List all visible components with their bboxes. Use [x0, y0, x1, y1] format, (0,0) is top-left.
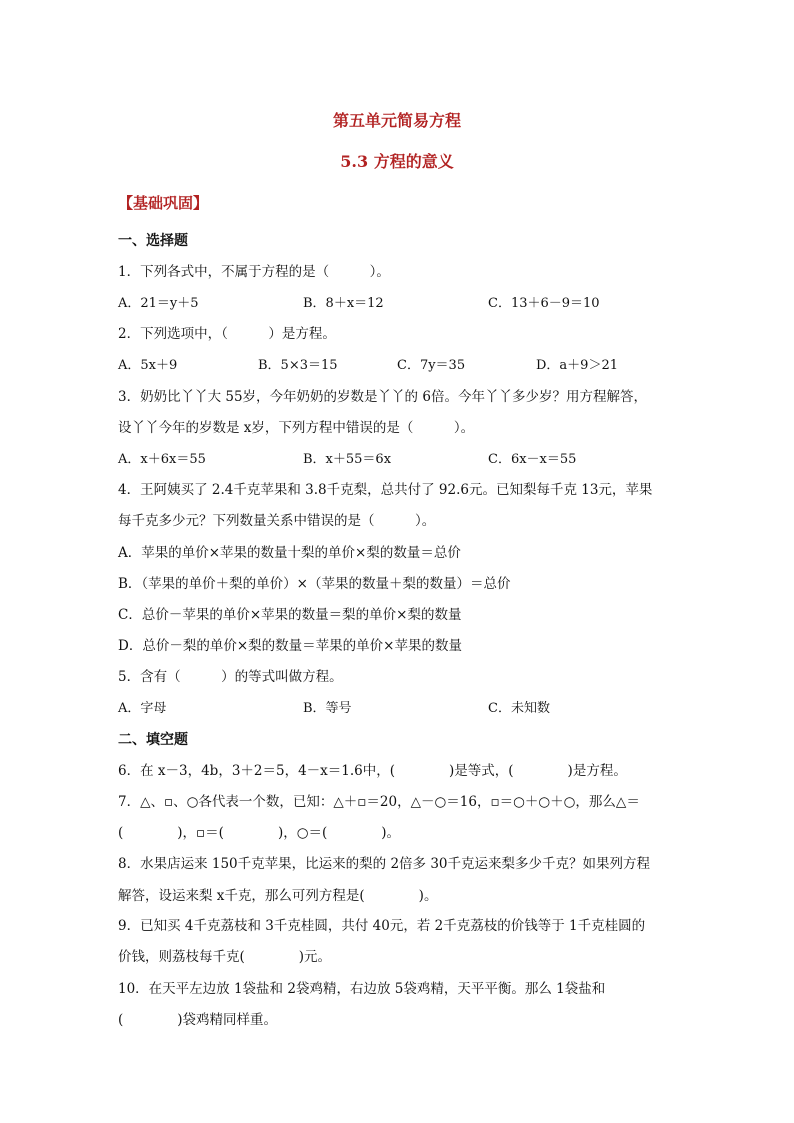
question-8-line-2: 解答，设运来梨 x千克，那么可列方程是( )。 — [118, 888, 438, 904]
question-9-line-1: 9．已知买 4千克荔枝和 3千克桂圆，共付 40元，若 2千克荔枝的价钱等于 1千克桂圆的 — [118, 918, 646, 934]
q2-option-c: C．7y＝35 — [397, 358, 466, 373]
question-7-line-1: 7．△、▫、○各代表一个数，已知：△＋▫＝20，△－○＝16，▫＝○＋○＋○，那么△＝ — [118, 794, 640, 810]
question-8-line-1: 8．水果店运来 150千克苹果，比运来的梨的 2倍多 30千克运来梨多少千克？如果列方程 — [118, 856, 650, 872]
q5-option-b: B．等号 — [303, 701, 352, 716]
q3-option-a: A．x＋6x＝55 — [118, 452, 206, 467]
q2-option-d: D．a＋9＞21 — [536, 358, 618, 373]
lesson-title: 5.3 方程的意义 — [340, 152, 454, 171]
q1-option-b: B．8＋x＝12 — [303, 296, 384, 311]
q4-option-d: D．总价－梨的单价×梨的数量＝苹果的单价×苹果的数量 — [118, 638, 462, 654]
q5-option-a: A．字母 — [118, 701, 167, 716]
question-3-line-2: 设丫丫今年的岁数是 x岁，下列方程中错误的是（ ）。 — [118, 420, 475, 436]
question-10-line-2: ( )袋鸡精同样重。 — [118, 1012, 278, 1028]
question-5: 5．含有（ ）的等式叫做方程。 — [118, 669, 343, 685]
section-tag: 【基础巩固】 — [118, 194, 209, 212]
q3-option-c: C．6x－x＝55 — [488, 452, 577, 467]
question-10-line-1: 10．在天平左边放 1袋盐和 2袋鸡精，右边放 5袋鸡精，天平平衡。那么 1袋盐和 — [118, 981, 606, 997]
q2-option-b: B．5×3＝15 — [258, 358, 338, 373]
question-1: 1．下列各式中，不属于方程的是（ ）。 — [118, 264, 390, 280]
q4-option-a: A．苹果的单价×苹果的数量十梨的单价×梨的数量＝总价 — [118, 545, 461, 561]
q1-option-a: A．21＝y＋5 — [118, 296, 199, 311]
q4-option-b: B．（苹果的单价＋梨的单价）×（苹果的数量＋梨的数量）＝总价 — [118, 576, 511, 592]
unit-title: 第五单元简易方程 — [332, 111, 461, 130]
q3-option-b: B．x＋55＝6x — [303, 452, 392, 467]
q1-option-c: C．13＋6－9＝10 — [488, 296, 600, 311]
q5-option-c: C．未知数 — [488, 701, 550, 716]
question-4-line-2: 每千克多少元？下列数量关系中错误的是（ ）。 — [118, 513, 436, 529]
q4-option-c: C．总价－苹果的单价×苹果的数量＝梨的单价×梨的数量 — [118, 607, 462, 623]
question-7-line-2: ( )，▫＝( )，○＝( )。 — [118, 825, 401, 841]
question-9-line-2: 价钱，则荔枝每千克( )元。 — [118, 949, 332, 965]
question-3-line-1: 3．奶奶比丫丫大 55岁，今年奶奶的岁数是丫丫的 6倍。今年丫丫多少岁？用方程解答， — [118, 389, 647, 405]
section-heading-fill: 二、填空题 — [118, 732, 188, 748]
question-4-line-1: 4．王阿姨买了 2.4千克苹果和 3.8千克梨，总共付了 92.6元。已知梨每千克 13元，苹果 — [118, 482, 653, 498]
section-heading-choice: 一、选择题 — [118, 233, 188, 249]
question-2: 2．下列选项中，（ ）是方程。 — [118, 326, 336, 342]
q2-option-a: A．5x＋9 — [118, 358, 178, 373]
question-6: 6．在 x－3，4b，3＋2＝5，4－x＝1.6中，( )是等式，( )是方程。 — [118, 763, 627, 779]
